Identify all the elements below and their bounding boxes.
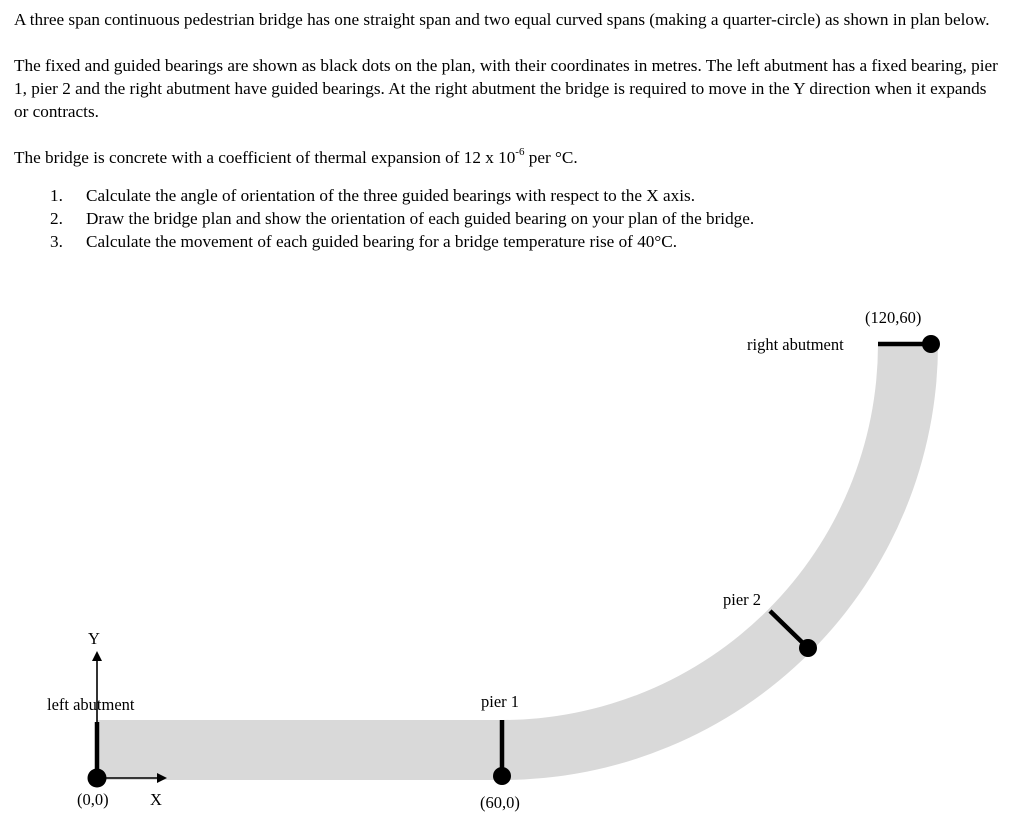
pier1-bearing-dot (493, 767, 511, 785)
bridge-deck (97, 344, 938, 780)
task-text: Draw the bridge plan and show the orientation of each guided bearing on your plan of the bridge. (86, 209, 755, 228)
pier2-bearing-dot (799, 639, 817, 657)
origin-coordinate: (0,0) (77, 790, 109, 809)
task-text: Calculate the angle of orientation of the three guided bearings with respect to the X axis. (86, 186, 695, 205)
right-abutment-label: right abutment (747, 335, 844, 354)
axis-y-label: Y (88, 629, 100, 648)
expansion-unit: per °C. (524, 148, 578, 167)
problem-paragraph-1: A three span continuous pedestrian bridge has one straight span and two equal curved spans (making a quarter-circle) as shown in plan below. (14, 10, 990, 29)
axis-x-label: X (150, 790, 162, 809)
pier1-coordinate: (60,0) (480, 793, 520, 812)
expansion-exponent: -6 (515, 146, 525, 159)
left-abutment-bearing-dot (88, 769, 107, 788)
task-number: 3. (50, 232, 63, 251)
task-number: 2. (50, 209, 63, 228)
task-text: Calculate the movement of each guided bearing for a bridge temperature rise of 40°C. (86, 232, 678, 251)
right-abutment-bearing-dot (922, 335, 940, 353)
pier1-label: pier 1 (481, 692, 520, 711)
problem-paragraph-2: The fixed and guided bearings are shown as black dots on the plan, with their coordinates in metres. The left abutment has a fixed bearing, pier 1, pier 2 and the right abutment have guided bearings. At the right abutment the bridge is required to move in the Y direction when it expands or contracts. (14, 56, 998, 121)
left-abutment-label: left abutment (47, 695, 135, 714)
pier2-label: pier 2 (723, 590, 762, 609)
task-number: 1. (50, 186, 63, 205)
right-abutment-coordinate: (120,60) (865, 308, 922, 327)
expansion-text: The bridge is concrete with a coefficient of thermal expansion of 12 x 10 (14, 148, 516, 167)
